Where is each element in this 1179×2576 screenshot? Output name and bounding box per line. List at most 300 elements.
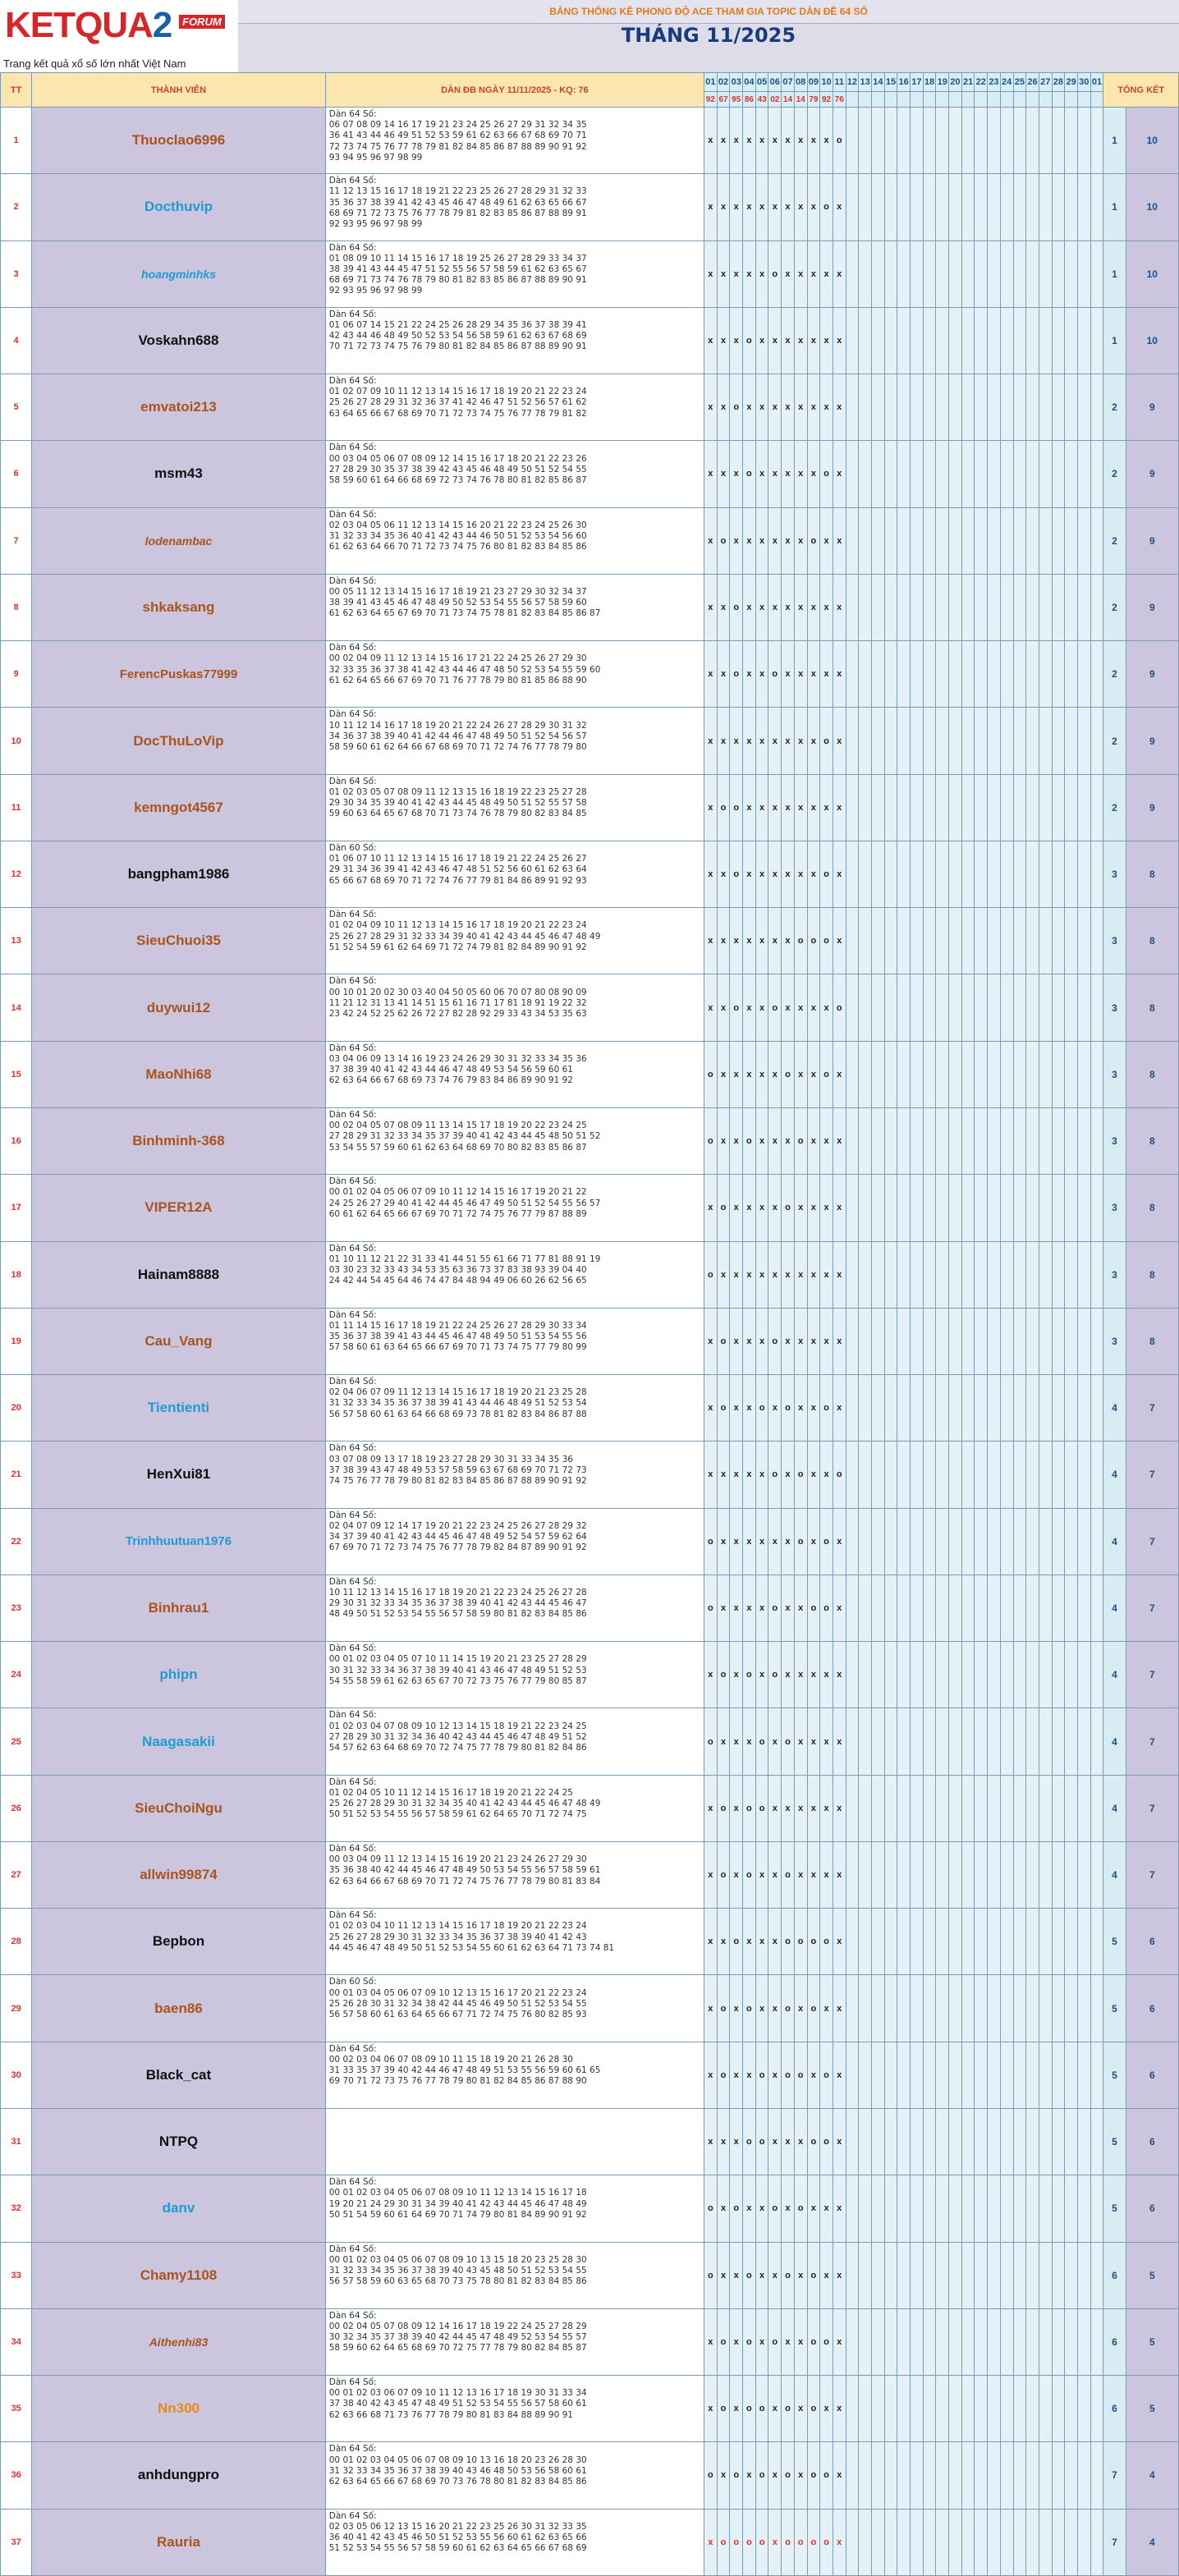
mark-cell — [1065, 1041, 1078, 1107]
mark-cell: x — [743, 1375, 756, 1442]
mark-cell — [1090, 1975, 1103, 2042]
mark-cell: x — [704, 174, 718, 241]
mark-cell: x — [704, 307, 718, 374]
mark-cell — [1065, 1375, 1078, 1442]
member-name[interactable]: Bepbon — [32, 1909, 326, 1975]
mark-cell — [1077, 307, 1090, 374]
mark-cell: o — [768, 1574, 782, 1641]
total-wrong: 1 — [1103, 241, 1126, 307]
mark-cell — [1052, 1708, 1065, 1775]
mark-cell — [949, 1107, 962, 1174]
mark-cell — [936, 2242, 949, 2308]
mark-cell — [1077, 174, 1090, 241]
mark-cell: o — [717, 774, 730, 841]
mark-cell — [1052, 774, 1065, 841]
result-cell — [1026, 92, 1039, 108]
mark-cell — [1000, 974, 1013, 1041]
mark-cell — [1026, 1574, 1039, 1641]
mark-cell: x — [833, 1642, 846, 1708]
mark-cell — [1065, 108, 1078, 174]
dan-numbers: Dàn 60 Số: 00 01 03 04 05 06 07 09 10 12 13 15 16 17 20 21 22 23 24 25 26 28 30 31 32 34 38 42 44 45 46 49 50 51 52 53 54 55 56 57 58 60 61 63 64 65 66 67 71 72 74 75 76 80 82 85 93 — [325, 1975, 704, 2042]
mark-cell — [911, 774, 924, 841]
mark-cell — [961, 774, 975, 841]
mark-cell — [1077, 1909, 1090, 1975]
mark-cell — [1000, 2308, 1013, 2375]
mark-cell — [988, 1041, 1001, 1107]
mark-cell — [911, 574, 924, 640]
mark-cell — [936, 641, 949, 708]
mark-cell — [1000, 1107, 1013, 1174]
mark-cell: x — [743, 974, 756, 1041]
mark-cell: x — [768, 1909, 782, 1975]
mark-cell — [1013, 574, 1026, 640]
mark-cell — [975, 2108, 988, 2175]
mark-cell — [1013, 641, 1026, 708]
total-wrong: 3 — [1103, 841, 1126, 907]
mark-cell — [1039, 1841, 1052, 1908]
member-name[interactable]: emvatoi213 — [32, 374, 326, 441]
mark-cell — [1077, 774, 1090, 841]
mark-cell: x — [704, 841, 718, 907]
mark-cell: x — [794, 2108, 807, 2175]
mark-cell — [1026, 441, 1039, 507]
mark-cell: o — [768, 2308, 782, 2375]
mark-cell — [846, 1041, 859, 1107]
mark-cell — [949, 507, 962, 574]
day-header: 08 — [794, 73, 807, 92]
mark-cell: o — [782, 1975, 795, 2042]
mark-cell — [846, 241, 859, 307]
mark-cell — [1039, 2042, 1052, 2108]
mark-cell — [1000, 507, 1013, 574]
mark-cell — [859, 1175, 872, 1241]
mark-cell: x — [782, 974, 795, 1041]
mark-cell — [1039, 108, 1052, 174]
member-row — [1, 2442, 1179, 2509]
mark-cell: x — [768, 441, 782, 507]
member-name[interactable]: MaoNhi68 — [32, 1041, 326, 1107]
member-row — [1, 1508, 1179, 1574]
mark-cell — [975, 2242, 988, 2308]
result-cell — [988, 92, 1001, 108]
mark-cell: x — [768, 1841, 782, 1908]
mark-cell — [846, 1375, 859, 1442]
mark-cell: x — [833, 1041, 846, 1107]
mark-cell — [936, 374, 949, 441]
mark-cell: x — [743, 1175, 756, 1241]
mark-cell — [1090, 2242, 1103, 2308]
mark-cell: x — [794, 2376, 807, 2442]
total-wrong: 2 — [1103, 441, 1126, 507]
mark-cell: x — [704, 2509, 718, 2575]
mark-cell — [884, 774, 897, 841]
total-wrong: 6 — [1103, 2242, 1126, 2308]
mark-cell: x — [717, 841, 730, 907]
mark-cell — [936, 2442, 949, 2509]
mark-cell: x — [704, 708, 718, 774]
mark-cell — [988, 507, 1001, 574]
member-name[interactable]: danv — [32, 2175, 326, 2242]
dan-numbers: Dàn 64 Số: 01 02 04 09 10 11 12 13 14 15 16 17 18 19 20 21 22 23 24 25 26 27 28 29 31 32 33 34 39 40 41 42 43 44 45 46 47 48 49 51 52 54 59 61 62 64 69 71 72 74 79 81 82 84 89 90 91 92 — [325, 908, 704, 974]
mark-cell — [1090, 1375, 1103, 1442]
mark-cell: x — [833, 1175, 846, 1241]
mark-cell: x — [807, 307, 820, 374]
mark-cell: x — [768, 574, 782, 640]
mark-cell: x — [807, 374, 820, 441]
mark-cell — [1039, 1642, 1052, 1708]
mark-cell — [846, 1775, 859, 1841]
mark-cell — [1052, 908, 1065, 974]
mark-cell — [961, 1107, 975, 1174]
mark-cell — [1077, 2042, 1090, 2108]
mark-cell — [936, 1241, 949, 1308]
mark-cell: x — [833, 2376, 846, 2442]
member-name[interactable]: Rauria — [32, 2509, 326, 2575]
mark-cell — [1013, 1041, 1026, 1107]
mark-cell: x — [717, 1508, 730, 1574]
mark-cell: o — [704, 1574, 718, 1641]
member-row — [1, 574, 1179, 640]
mark-cell: x — [820, 1107, 833, 1174]
mark-cell — [884, 1508, 897, 1574]
day-header: 04 — [743, 73, 756, 92]
mark-cell — [961, 1841, 975, 1908]
total-right: 6 — [1126, 2108, 1178, 2175]
member-name[interactable]: Aithenhi83 — [32, 2308, 326, 2375]
mark-cell — [884, 2376, 897, 2442]
mark-cell — [1052, 574, 1065, 640]
member-name[interactable]: allwin99874 — [32, 1841, 326, 1908]
site-logo[interactable] — [0, 0, 238, 74]
member-name[interactable]: Docthuvip — [32, 174, 326, 241]
member-name[interactable]: anhdungpro — [32, 2442, 326, 2509]
mark-cell — [1000, 1775, 1013, 1841]
mark-cell: x — [833, 374, 846, 441]
mark-cell — [923, 1708, 936, 1775]
mark-cell — [1039, 174, 1052, 241]
mark-cell — [975, 1574, 988, 1641]
mark-cell — [1013, 974, 1026, 1041]
mark-cell: x — [704, 2308, 718, 2375]
member-name[interactable]: NTPQ — [32, 2108, 326, 2175]
member-name[interactable]: DocThuLoVip — [32, 708, 326, 774]
mark-cell: o — [755, 2509, 768, 2575]
mark-cell — [923, 2175, 936, 2242]
logo-tagline: Trang kết quả xổ số lớn nhất Việt Nam — [3, 57, 186, 70]
mark-cell — [1090, 2042, 1103, 2108]
mark-cell — [988, 841, 1001, 907]
mark-cell — [846, 841, 859, 907]
mark-cell — [911, 2242, 924, 2308]
mark-cell: x — [794, 1308, 807, 1374]
total-wrong: 4 — [1103, 1508, 1126, 1574]
mark-cell: x — [807, 708, 820, 774]
dan-numbers: Dàn 60 Số: 01 06 07 10 11 12 13 14 15 16 17 18 19 21 22 24 25 26 27 29 31 34 36 39 41 42 43 46 47 48 51 52 56 60 61 62 63 64 65 66 67 68 69 70 71 72 74 76 77 79 81 84 86 89 91 92 93 — [325, 841, 704, 907]
mark-cell — [936, 2509, 949, 2575]
member-row — [1, 2242, 1179, 2308]
member-row — [1, 1642, 1179, 1708]
member-name[interactable]: Nn300 — [32, 2376, 326, 2442]
member-row — [1, 774, 1179, 841]
mark-cell: x — [833, 574, 846, 640]
mark-cell — [923, 1175, 936, 1241]
mark-cell: x — [820, 1841, 833, 1908]
mark-cell: x — [768, 2376, 782, 2442]
mark-cell — [949, 1975, 962, 2042]
mark-cell: x — [794, 1175, 807, 1241]
mark-cell — [897, 1308, 911, 1374]
mark-cell — [884, 641, 897, 708]
mark-cell: x — [704, 1442, 718, 1508]
member-name[interactable]: duywui12 — [32, 974, 326, 1041]
mark-cell — [975, 1241, 988, 1308]
mark-cell: x — [704, 974, 718, 1041]
mark-cell: x — [807, 1775, 820, 1841]
member-name[interactable]: bangpham1986 — [32, 841, 326, 907]
mark-cell — [1000, 1508, 1013, 1574]
mark-cell — [871, 241, 884, 307]
mark-cell — [884, 1107, 897, 1174]
member-name[interactable]: phipn — [32, 1642, 326, 1708]
mark-cell — [1013, 1909, 1026, 1975]
mark-cell — [936, 2308, 949, 2375]
mark-cell: x — [768, 174, 782, 241]
mark-cell: x — [743, 1909, 756, 1975]
mark-cell — [1052, 2308, 1065, 2375]
member-name[interactable]: Trinhhuutuan1976 — [32, 1508, 326, 1574]
mark-cell: o — [768, 1442, 782, 1508]
mark-cell — [846, 174, 859, 241]
result-cell: 92 — [704, 92, 718, 108]
mark-cell — [897, 2242, 911, 2308]
day-header: 28 — [1052, 73, 1065, 92]
mark-cell: x — [704, 2376, 718, 2442]
mark-cell — [897, 374, 911, 441]
member-row — [1, 1775, 1179, 1841]
mark-cell — [1077, 2376, 1090, 2442]
member-row — [1, 507, 1179, 574]
mark-cell — [859, 708, 872, 774]
mark-cell: x — [768, 1975, 782, 2042]
mark-cell — [859, 1642, 872, 1708]
mark-cell: x — [717, 1909, 730, 1975]
mark-cell: o — [782, 1375, 795, 1442]
mark-cell — [949, 641, 962, 708]
row-index: 11 — [1, 774, 32, 841]
mark-cell — [1065, 1909, 1078, 1975]
day-header: 11 — [833, 73, 846, 92]
mark-cell: x — [833, 2308, 846, 2375]
mark-cell — [897, 841, 911, 907]
mark-cell — [1077, 1041, 1090, 1107]
dan-numbers: Dàn 64 Số: 01 02 04 05 10 11 12 14 15 16 17 18 19 20 21 22 24 25 25 26 27 28 29 30 31 32 34 35 40 41 42 43 44 45 46 47 48 49 50 51 52 53 54 55 56 57 58 59 61 62 64 65 70 71 72 74 75 — [325, 1775, 704, 1841]
mark-cell — [1000, 441, 1013, 507]
mark-cell: o — [704, 1041, 718, 1107]
mark-cell — [1090, 908, 1103, 974]
dan-numbers: Dàn 64 Số: 00 02 04 05 07 08 09 12 14 16 17 18 19 22 24 25 27 28 29 30 32 34 35 37 38 39 40 42 44 45 47 48 49 52 53 54 55 57 58 59 60 62 64 65 68 69 70 72 75 77 78 79 80 82 84 85 87 — [325, 2308, 704, 2375]
mark-cell — [1065, 2442, 1078, 2509]
member-name[interactable]: Voskahn688 — [32, 307, 326, 374]
mark-cell — [1013, 374, 1026, 441]
mark-cell: o — [782, 2376, 795, 2442]
mark-cell — [1065, 641, 1078, 708]
mark-cell — [975, 1442, 988, 1508]
mark-cell — [911, 708, 924, 774]
mark-cell — [961, 2442, 975, 2509]
member-name[interactable]: baen86 — [32, 1975, 326, 2042]
mark-cell — [911, 2308, 924, 2375]
mark-cell: x — [833, 2509, 846, 2575]
dan-numbers: Dàn 64 Số: 01 06 07 14 15 21 22 24 25 26 28 29 34 35 36 37 38 39 41 42 43 44 46 48 49 50 52 53 54 56 58 59 61 62 63 67 68 69 70 71 72 73 74 75 76 79 80 81 82 84 85 86 87 88 89 90 91 — [325, 307, 704, 374]
mark-cell — [1052, 108, 1065, 174]
mark-cell — [846, 374, 859, 441]
result-cell — [949, 92, 962, 108]
member-name[interactable]: Binhrau1 — [32, 1574, 326, 1641]
mark-cell — [1026, 174, 1039, 241]
mark-cell: x — [755, 174, 768, 241]
mark-cell: x — [717, 2242, 730, 2308]
mark-cell — [1052, 1775, 1065, 1841]
mark-cell — [859, 2042, 872, 2108]
mark-cell — [936, 908, 949, 974]
mark-cell — [949, 1841, 962, 1908]
total-wrong: 2 — [1103, 774, 1126, 841]
mark-cell — [859, 2442, 872, 2509]
mark-cell: x — [730, 307, 743, 374]
mark-cell — [936, 1308, 949, 1374]
mark-cell: x — [755, 1107, 768, 1174]
member-name[interactable]: Binhminh-368 — [32, 1107, 326, 1174]
mark-cell — [923, 2108, 936, 2175]
mark-cell — [923, 2442, 936, 2509]
mark-cell: x — [704, 507, 718, 574]
dan-numbers: Dàn 64 Số: 01 11 14 15 16 17 18 19 21 22 24 25 26 27 28 29 30 33 34 35 36 37 38 39 41 43 44 45 46 47 48 49 50 51 53 54 55 56 57 58 60 61 63 64 65 66 67 69 70 71 73 74 75 77 79 80 99 — [325, 1308, 704, 1374]
mark-cell — [1039, 641, 1052, 708]
mark-cell — [1052, 1841, 1065, 1908]
day-header: 23 — [988, 73, 1001, 92]
mark-cell — [911, 1308, 924, 1374]
mark-cell — [923, 708, 936, 774]
member-name[interactable]: Tientienti — [32, 1375, 326, 1442]
mark-cell — [1000, 108, 1013, 174]
mark-cell — [1026, 1241, 1039, 1308]
member-name[interactable]: HenXui81 — [32, 1442, 326, 1508]
mark-cell: x — [704, 2042, 718, 2108]
mark-cell: x — [717, 108, 730, 174]
mark-cell: x — [743, 1708, 756, 1775]
mark-cell — [859, 1041, 872, 1107]
mark-cell — [923, 1375, 936, 1442]
mark-cell: x — [782, 841, 795, 907]
day-header: 09 — [807, 73, 820, 92]
member-name[interactable]: VIPER12A — [32, 1175, 326, 1241]
mark-cell: o — [820, 2509, 833, 2575]
mark-cell — [1000, 774, 1013, 841]
member-name[interactable]: Naagasakii — [32, 1708, 326, 1775]
mark-cell — [1077, 1508, 1090, 1574]
member-name[interactable]: Chamy1108 — [32, 2242, 326, 2308]
mark-cell — [884, 1375, 897, 1442]
mark-cell: x — [782, 174, 795, 241]
mark-cell: x — [833, 1574, 846, 1641]
member-name[interactable]: msm43 — [32, 441, 326, 507]
total-wrong: 2 — [1103, 374, 1126, 441]
mark-cell — [1090, 2308, 1103, 2375]
mark-cell: o — [768, 974, 782, 1041]
mark-cell: x — [717, 908, 730, 974]
mark-cell — [871, 507, 884, 574]
dan-numbers: Dàn 64 Số: 00 01 02 03 04 05 07 10 11 14 15 19 20 21 23 25 27 28 29 30 31 32 33 34 36 37 38 39 40 41 43 46 47 48 49 51 52 53 54 55 58 59 61 62 63 65 67 70 72 73 75 76 77 79 80 85 87 — [325, 1642, 704, 1708]
member-name[interactable]: kemngot4567 — [32, 774, 326, 841]
mark-cell: x — [755, 1241, 768, 1308]
mark-cell — [871, 974, 884, 1041]
mark-cell — [846, 1975, 859, 2042]
member-name[interactable]: Cau_Vang — [32, 1308, 326, 1374]
mark-cell — [859, 908, 872, 974]
mark-cell — [949, 1708, 962, 1775]
mark-cell — [1039, 1375, 1052, 1442]
mark-cell: x — [704, 1841, 718, 1908]
mark-cell — [1026, 641, 1039, 708]
day-header: 01 — [704, 73, 718, 92]
row-index: 23 — [1, 1574, 32, 1641]
mark-cell — [975, 774, 988, 841]
member-name[interactable]: Black_cat — [32, 2042, 326, 2108]
mark-cell — [911, 1175, 924, 1241]
col-total-header: TỔNG KẾT — [1103, 73, 1179, 108]
mark-cell — [884, 174, 897, 241]
mark-cell — [936, 1375, 949, 1442]
mark-cell — [1026, 841, 1039, 907]
member-name[interactable]: lodenambac — [32, 507, 326, 574]
row-index: 21 — [1, 1442, 32, 1508]
dan-numbers: Dàn 64 Số: 00 03 04 05 06 07 08 09 12 14 15 16 17 18 20 21 22 23 26 27 28 29 30 35 37 38 39 42 43 45 46 48 49 50 51 52 54 55 58 59 60 61 64 66 68 69 72 73 74 76 78 80 81 82 85 86 87 — [325, 441, 704, 507]
member-row — [1, 2042, 1179, 2108]
mark-cell — [1000, 708, 1013, 774]
mark-cell — [961, 841, 975, 907]
mark-cell: o — [743, 2242, 756, 2308]
member-name[interactable]: SieuChuoi35 — [32, 908, 326, 974]
mark-cell — [846, 1642, 859, 1708]
mark-cell: x — [743, 1308, 756, 1374]
member-name[interactable]: Hainam8888 — [32, 1241, 326, 1308]
mark-cell — [949, 1175, 962, 1241]
mark-cell — [859, 641, 872, 708]
mark-cell: x — [743, 374, 756, 441]
day-header: 20 — [949, 73, 962, 92]
member-row — [1, 1175, 1179, 1241]
mark-cell — [988, 774, 1001, 841]
mark-cell — [923, 507, 936, 574]
member-name[interactable]: FerencPuskas77999 — [32, 641, 326, 708]
mark-cell — [1065, 1508, 1078, 1574]
total-right: 9 — [1126, 708, 1178, 774]
member-name[interactable]: Thuoclao6996 — [32, 108, 326, 174]
member-name[interactable]: SieuChoiNgu — [32, 1775, 326, 1841]
mark-cell: x — [743, 241, 756, 307]
mark-cell: x — [820, 1175, 833, 1241]
mark-cell — [846, 1909, 859, 1975]
mark-cell — [897, 1508, 911, 1574]
member-name[interactable]: hoangminhks — [32, 241, 326, 307]
mark-cell: x — [755, 2242, 768, 2308]
mark-cell: x — [743, 841, 756, 907]
mark-cell — [923, 1508, 936, 1574]
mark-cell: x — [704, 241, 718, 307]
result-cell: 14 — [782, 92, 795, 108]
member-name[interactable]: shkaksang — [32, 574, 326, 640]
mark-cell — [988, 1175, 1001, 1241]
